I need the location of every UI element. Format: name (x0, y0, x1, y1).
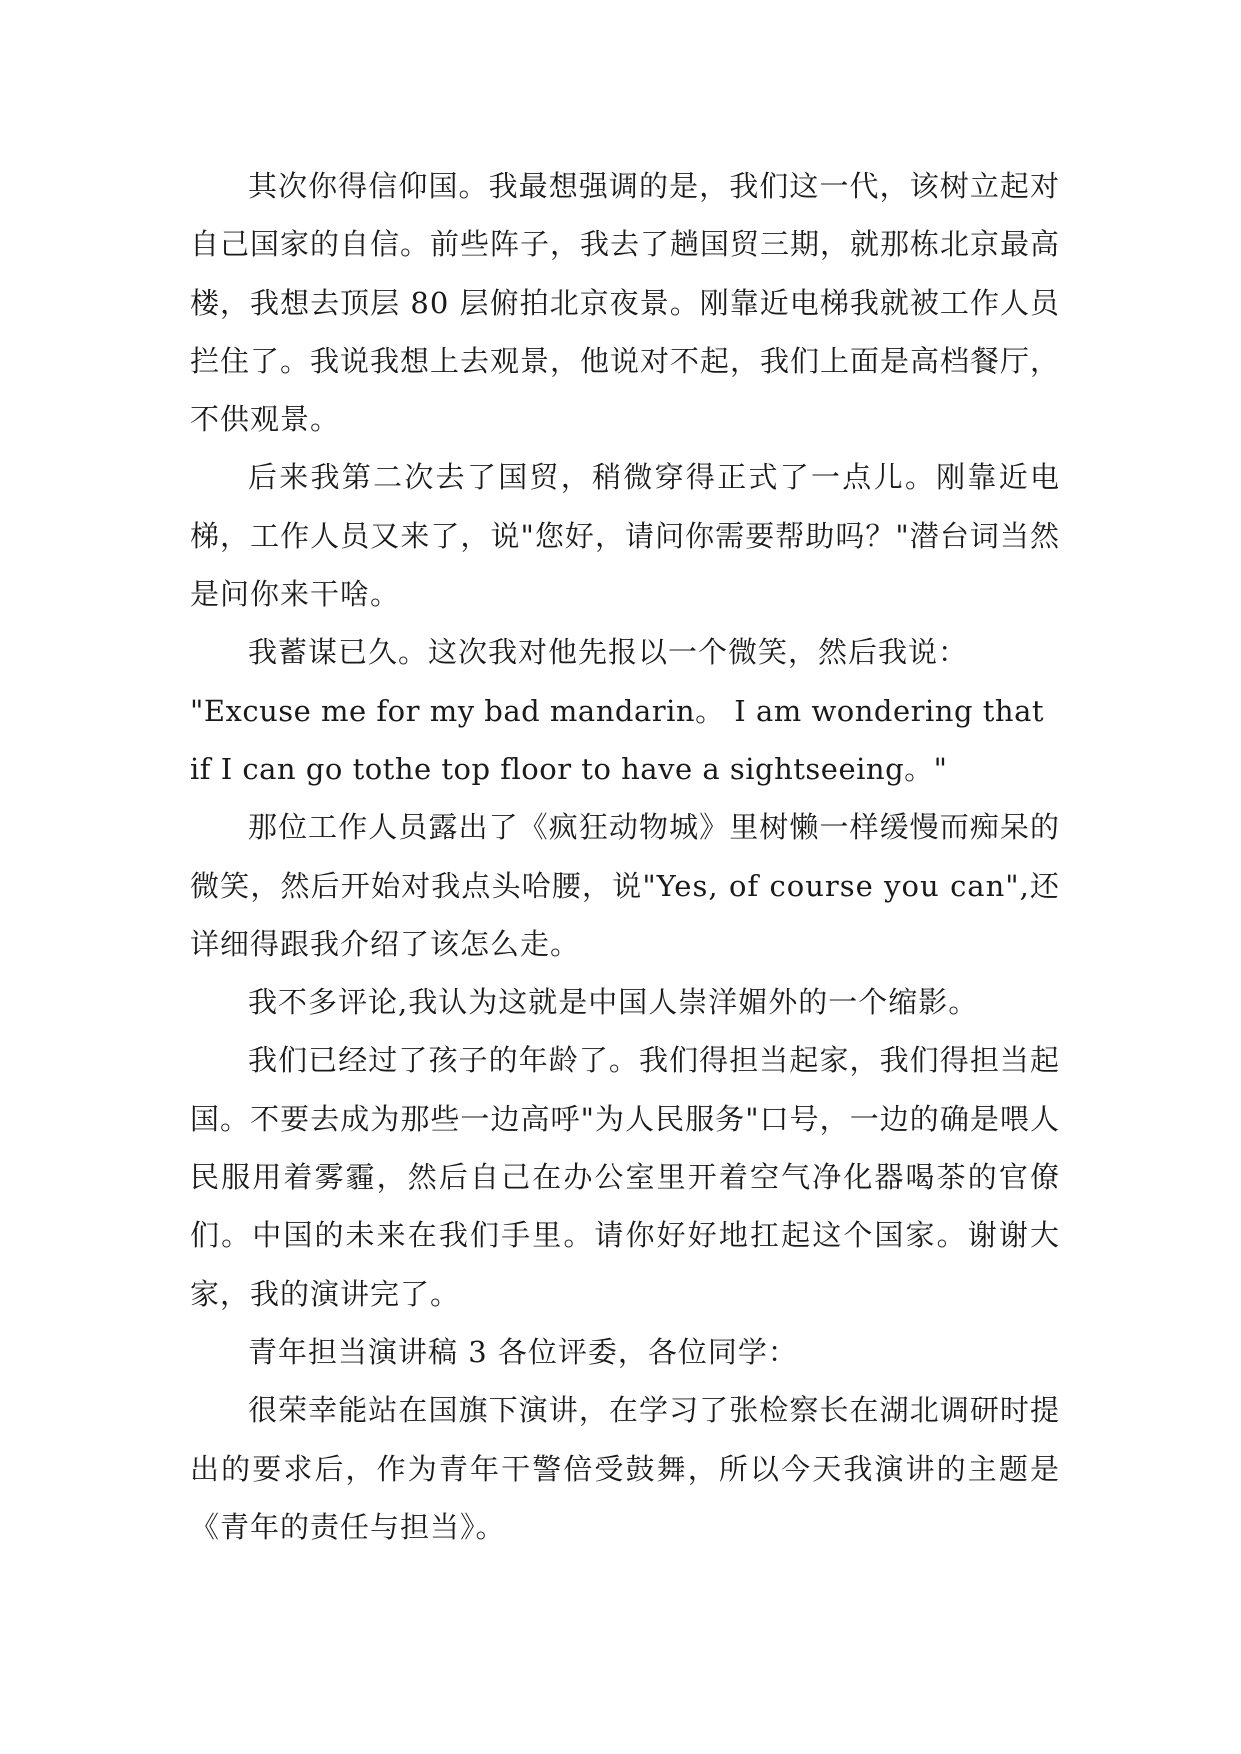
paragraph-believe-in-country: 其次你得信仰国。我最想强调的是，我们这一代，该树立起对自己国家的自信。前些阵子，我去了趟国贸三期，就那栋北京最高楼，我想去顶层 80 层俯拍北京夜景。刚靠近电梯我就被工作人员拦住了。我说我想上去观景，他说对不起，我们上面是高档餐厅，不供观景。 (190, 169, 1061, 437)
paragraph-english-quote-line-2: if I can go tothe top floor to have a sightseeing。" (190, 751, 948, 786)
paragraph-second-visit: 后来我第二次去了国贸，稍微穿得正式了一点儿。刚靠近电梯，工作人员又来了，说"您好，请问你需要帮助吗？"潜台词当然是问你来干啥。 (190, 460, 1060, 612)
paragraph-honored-to-speak: 很荣幸能站在国旗下演讲，在学习了张检察长在湖北调研时提出的要求后，作为青年干警倍受鼓舞，所以今天我演讲的主题是《青年的责任与担当》。 (190, 1393, 1060, 1544)
paragraph-premeditated: 我蓄谋已久。这次我对他先报以一个微笑，然后我说： (248, 635, 969, 670)
paragraph-take-responsibility: 我们已经过了孩子的年龄了。我们得担当起家，我们得担当起国。不要去成为那些一边高呼"为人民服务"口号，一边的确是喂人民服用着雾霾，然后自己在办公室里开着空气净化器喝茶的官僚们。中国的未来在我们手里。请你好好地扛起这个国家。谢谢大家，我的演讲完了。 (190, 1043, 1060, 1311)
paragraph-speech-3-heading: 青年担当演讲稿 3 各位评委，各位同学： (248, 1334, 798, 1369)
document-body (190, 157, 1060, 1556)
paragraph-english-quote-line-1: "Excuse me for my bad mandarin。 I am wondering that (190, 693, 1045, 728)
paragraph-no-comment: 我不多评论,我认为这就是中国人崇洋媚外的一个缩影。 (248, 985, 979, 1020)
paragraph-staff-reaction: 那位工作人员露出了《疯狂动物城》里树懒一样缓慢而痴呆的微笑，然后开始对我点头哈腰，说"Yes, of course you can",还详细得跟我介绍了该怎么走。 (190, 810, 1060, 961)
